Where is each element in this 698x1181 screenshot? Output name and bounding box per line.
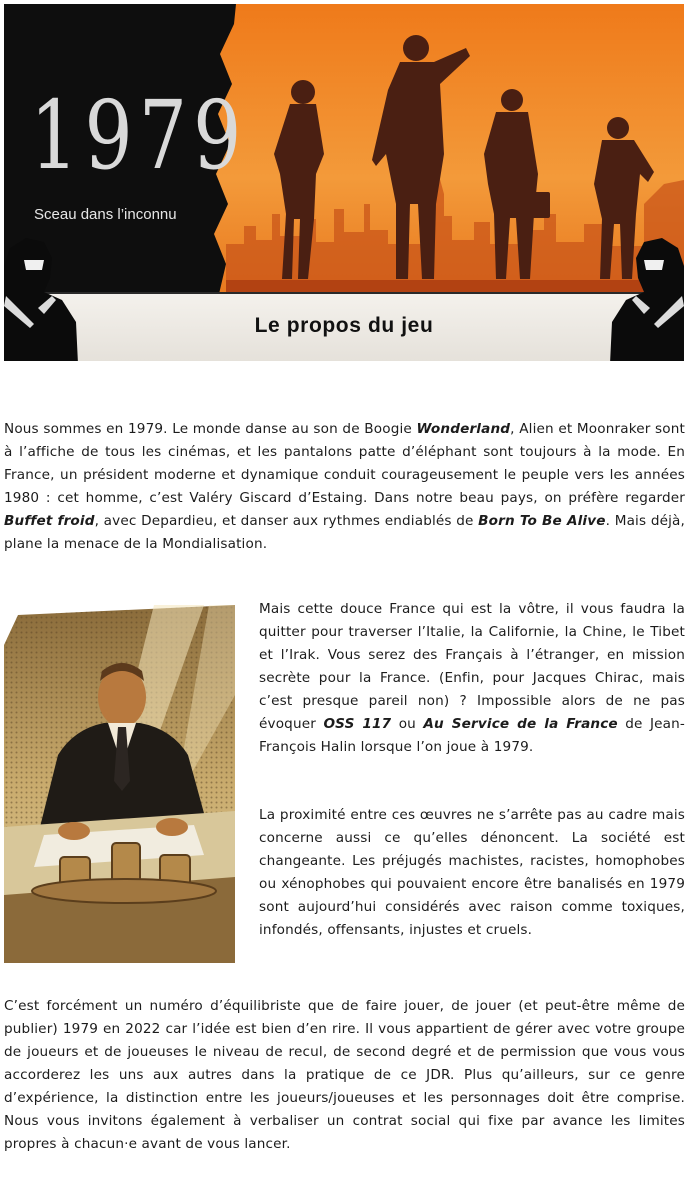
- logo-subtitle: Sceau dans l’inconnu: [34, 206, 177, 223]
- agent-silhouette-right: [610, 236, 684, 361]
- p3-text-1: La proximité entre ces œuvres ne s’arrête pas au cadre mais concerne aussi ce qu’elles dénoncent. La société est changeante. Les préjugés machistes, racistes, homophobes ou xénophobes qui pouvaient encore être banalisés en 1979 sont aujourd’hui considérés avec raison comme toxiques, infondés, offensants, injustes et cruels.: [259, 807, 685, 938]
- p1-text-2: , Alien et Moonraker sont à l’affiche de tous les cinémas, et les pantalons patte d’éléphant sont toujours à la mode. En France, un président moderne et dynamique conduit courageusement le peuple vers les années 1980 : cet homme, c’est Valéry Giscard d’Estaing. Dans notre beau pays, on préfère regarder: [4, 421, 685, 506]
- p1-text-1: Nous sommes en 1979. Le monde danse au son de Boogie: [4, 421, 417, 437]
- mission-paragraph: [259, 598, 685, 759]
- safety-paragraph: [4, 995, 685, 1156]
- intro-paragraph: [4, 418, 685, 556]
- agent-silhouette-left: [4, 236, 78, 361]
- p1-text-3: , avec Depardieu, et danser aux rythmes endiablés de: [94, 513, 479, 529]
- p2-emphasis-oss117: OSS 117: [323, 716, 392, 732]
- section-title-band: [4, 292, 684, 361]
- p2-text-3: de Jean-François Halin lorsque l’on joue à 1979.: [259, 716, 685, 755]
- p2-text-1: Mais cette douce France qui est la vôtre, il vous faudra la quitter pour traverser l’Italie, la Californie, la Chine, le Tibet et l’Irak. Vous serez des Français à l’étranger, en mission secrète pour la France. (Enfin, pour Jacques Chirac, mais c’est presque pareil non) ? Impossible alors de ne pas évoquer: [259, 601, 685, 732]
- p1-emphasis-buffet-froid: Buffet froid: [4, 513, 95, 529]
- p1-emphasis-wonderland: Wonderland: [416, 421, 511, 437]
- section-title: Le propos du jeu: [254, 314, 434, 337]
- prejudice-paragraph: [259, 804, 685, 942]
- p4-text-1: C’est forcément un numéro d’équilibriste que de faire jouer, de jouer (et peut-être même de publier) 1979 en 2022 car l’idée est bien d’en rire. Il vous appartient de gérer avec votre groupe de joueurs et de joueuses le niveau de recul, de second degré et de permission que vous vous accorderez les uns aux autres dans la pratique de ce JDR. Plus qu’ailleurs, sur ce genre d’expérience, la distinction entre les joueurs/joueuses et les personnages doit être comprise. Nous vous invitons également à verbaliser un contrat social qui fixe par avance les limites propres à chacun·e avant de vous lancer.: [4, 998, 685, 1152]
- header-banner: [4, 4, 684, 361]
- p1-emphasis-born-to-be-alive: Born To Be Alive: [478, 513, 606, 529]
- p2-text-2: ou: [391, 716, 424, 732]
- president-illustration: [4, 605, 235, 963]
- p2-emphasis-au-service: Au Service de la France: [423, 716, 618, 732]
- logo-year: 1979: [30, 79, 248, 191]
- p1-text-4: . Mais déjà, plane la menace de la Mondialisation.: [4, 513, 685, 552]
